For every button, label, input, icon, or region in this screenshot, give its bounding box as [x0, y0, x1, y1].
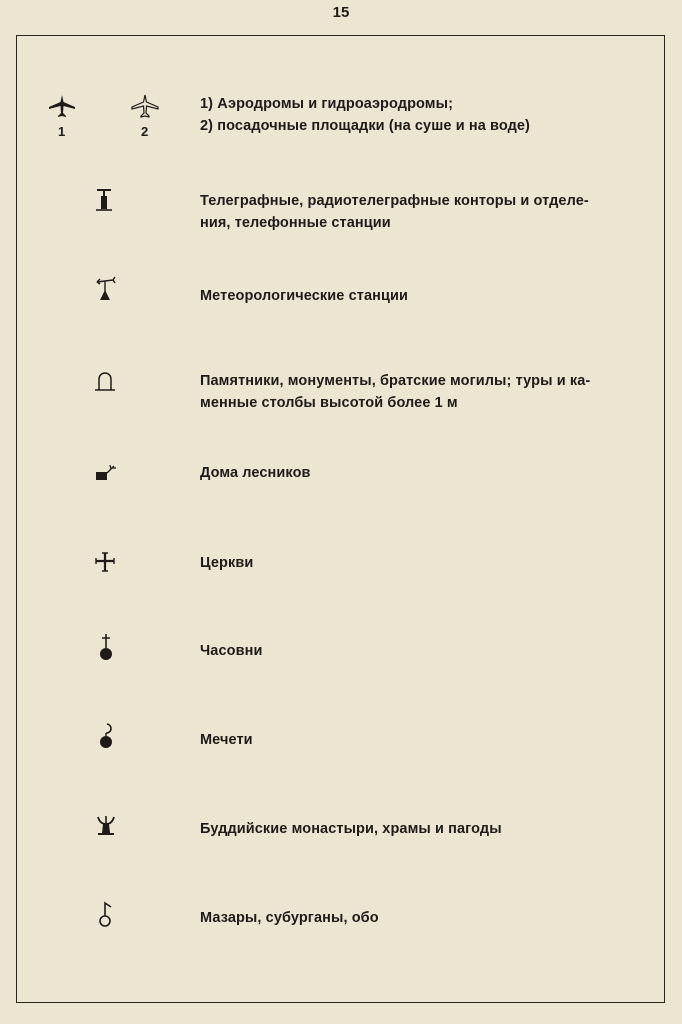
mosque-icon — [97, 722, 115, 750]
landing-site-icon — [131, 94, 159, 120]
mazar-icon — [97, 901, 115, 929]
entry-text-line: Церкви — [200, 555, 254, 571]
label-2: 2 — [141, 124, 149, 139]
monument-icon — [93, 370, 117, 392]
entry-text-line: 2) посадочные площадки (на суше и на воде) — [200, 118, 530, 134]
aerodrome-icon — [48, 94, 76, 120]
forester-house-icon — [94, 462, 118, 482]
entry-text-line: менные столбы высотой более 1 м — [200, 395, 458, 411]
chapel-icon — [97, 633, 115, 661]
entry-text-line: Часовни — [200, 643, 263, 659]
entry-text-line: Мечети — [200, 732, 253, 748]
page-number: 15 — [332, 4, 350, 21]
legend-frame — [16, 35, 665, 1003]
telegraph-icon — [94, 188, 114, 212]
entry-text-line: Мазары, субурганы, обо — [200, 910, 379, 926]
entry-text-line: Метеорологические станции — [200, 288, 409, 304]
entry-text-line: Дома лесников — [200, 465, 311, 481]
label-1: 1 — [58, 124, 66, 139]
entry-text-line: 1) Аэродромы и гидроаэродромы; — [200, 96, 454, 112]
entry-text-line: Буддийские монастыри, храмы и пагоды — [200, 821, 502, 837]
entry-text-line: ния, телефонные станции — [200, 215, 391, 231]
buddhist-temple-icon — [95, 815, 117, 837]
entry-text-line: Телеграфные, радиотелеграфные конторы и отделе- — [200, 193, 589, 209]
church-icon — [94, 551, 116, 573]
weather-station-icon — [93, 276, 117, 302]
entry-text-line: Памятники, монументы, братские могилы; туры и ка- — [200, 373, 591, 389]
